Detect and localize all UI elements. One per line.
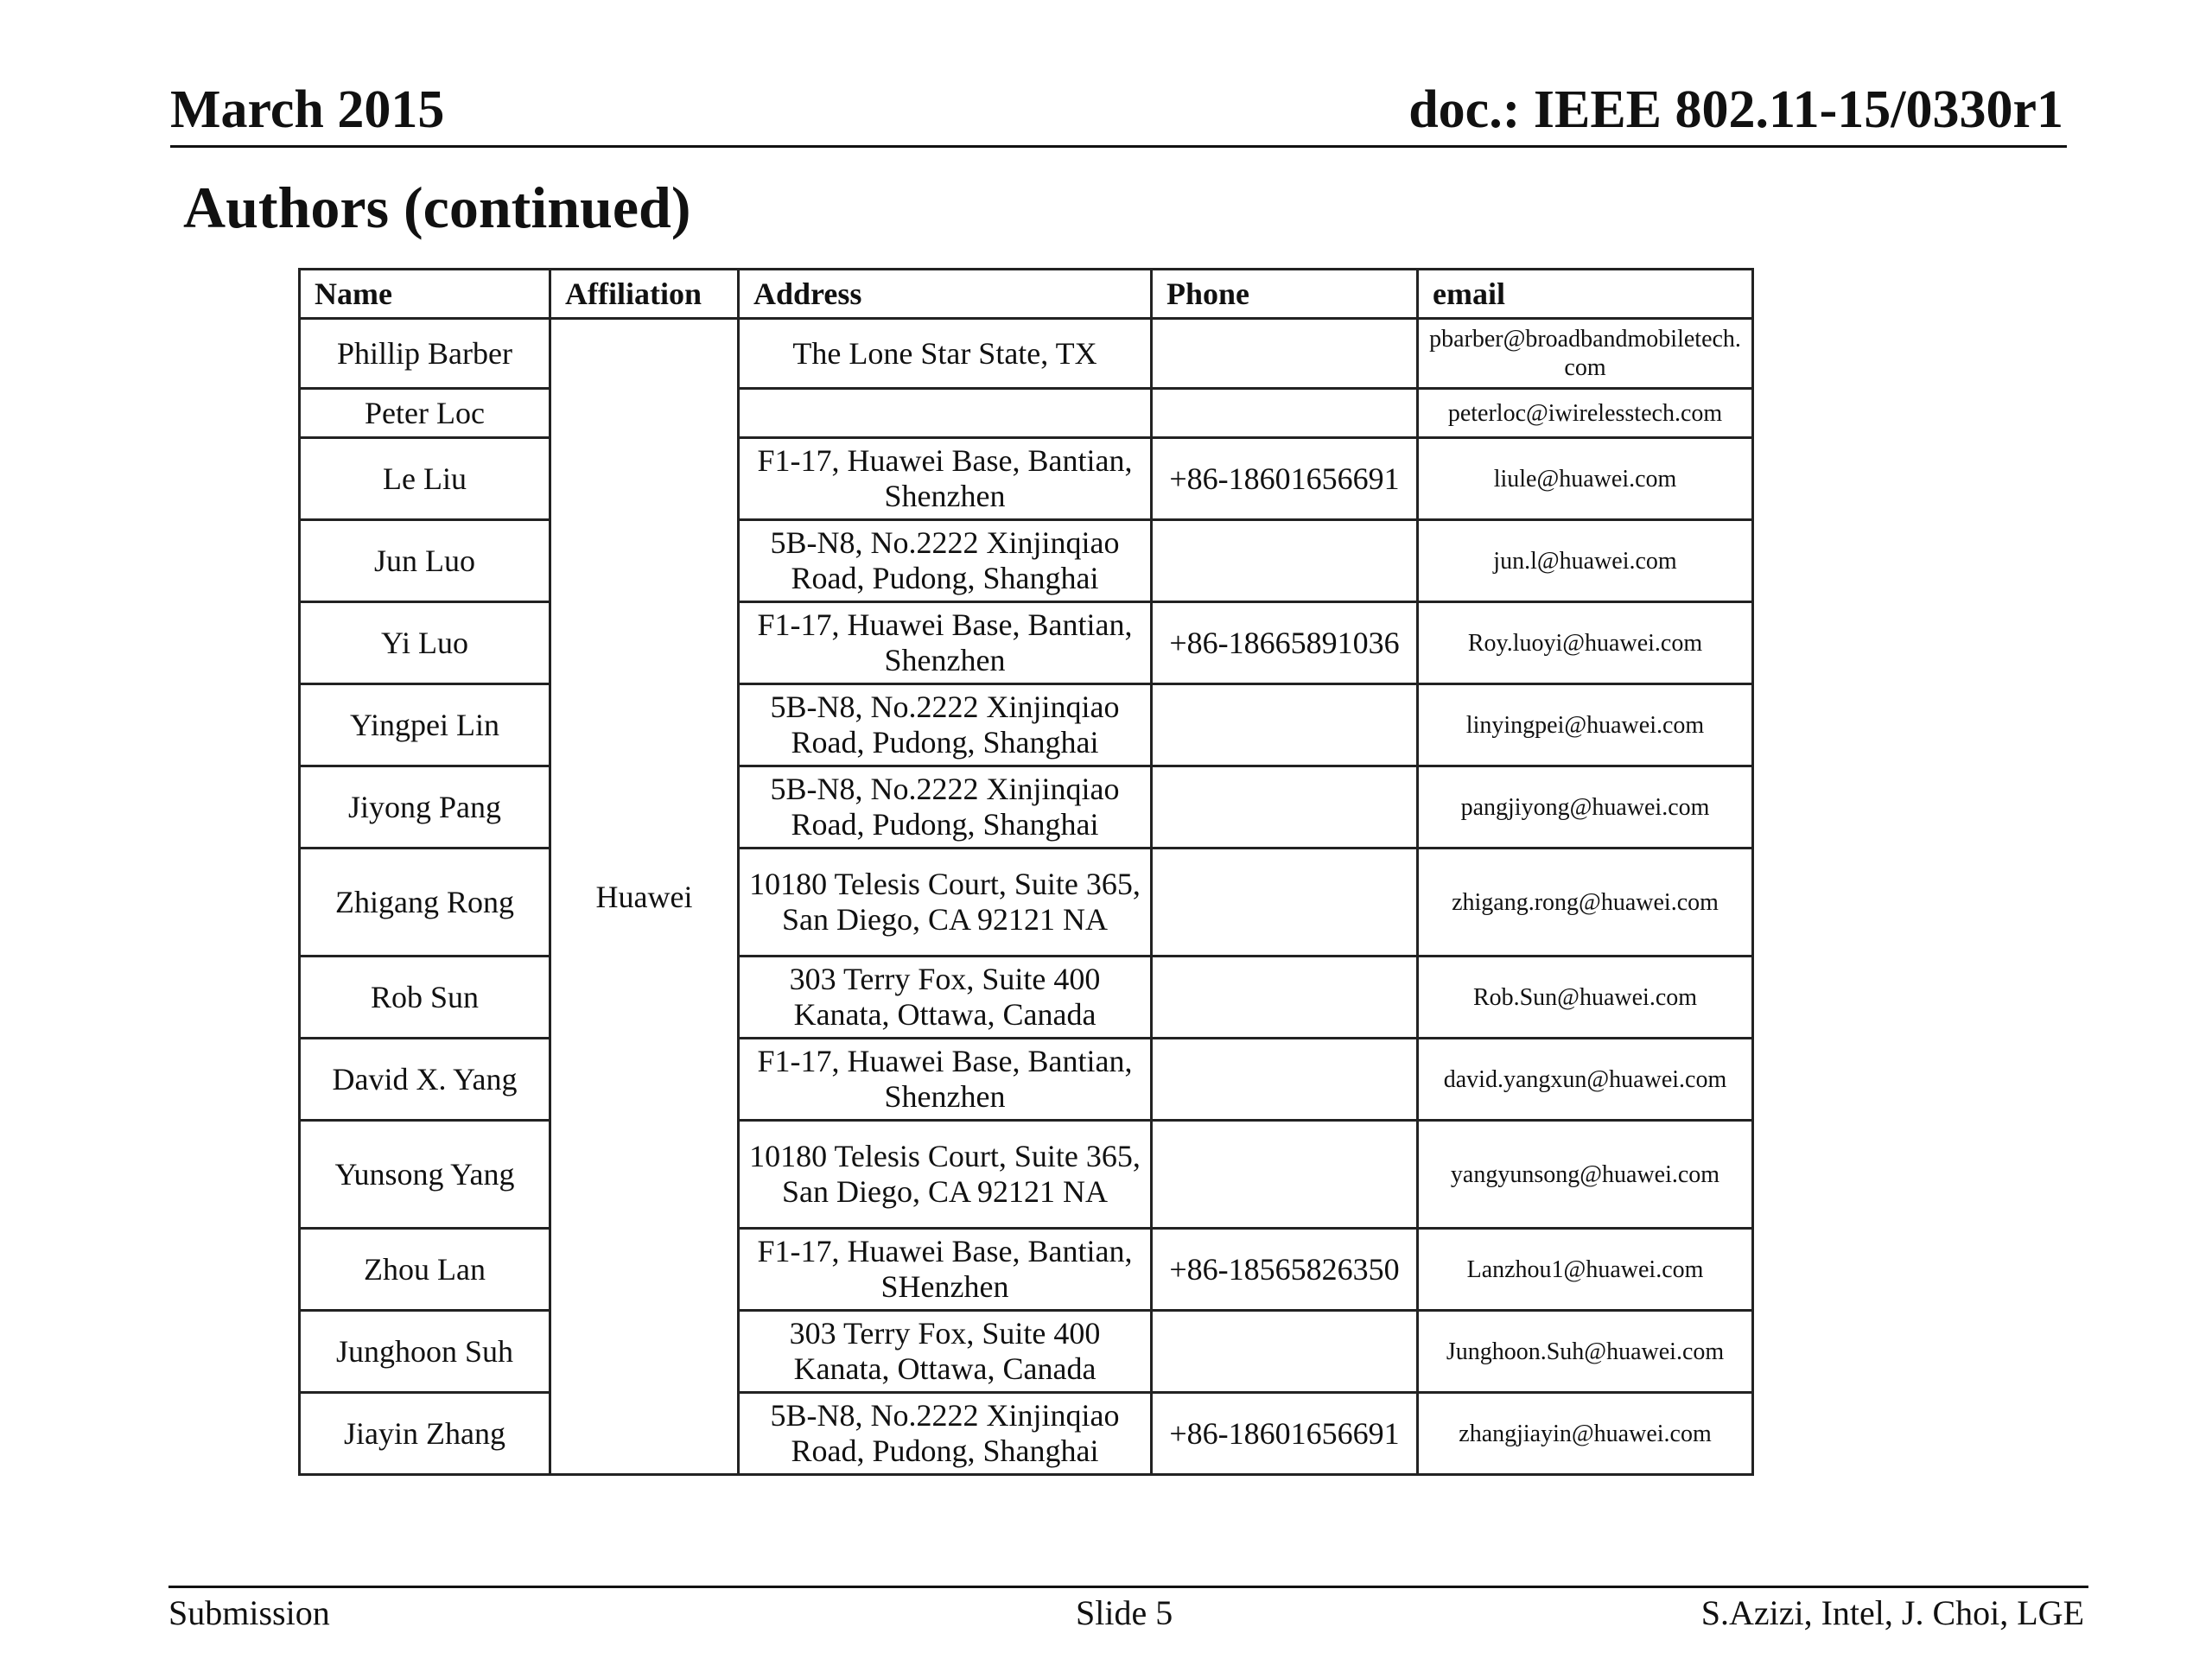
column-header-email: email (1418, 270, 1753, 319)
table-row (300, 1039, 1753, 1121)
author-phone (1152, 1311, 1418, 1393)
table-header-row (300, 270, 1753, 319)
author-email: jun.l@huawei.com (1418, 520, 1753, 602)
author-name: Yingpei Lin (300, 684, 550, 766)
author-name: Jiayin Zhang (300, 1393, 550, 1475)
author-address: 303 Terry Fox, Suite 400 Kanata, Ottawa, Canada (739, 957, 1152, 1039)
author-address: 5B-N8, No.2222 Xinjinqiao Road, Pudong, Shanghai (739, 1393, 1152, 1475)
author-address: F1-17, Huawei Base, Bantian, SHenzhen (739, 1229, 1152, 1311)
author-address: 10180 Telesis Court, Suite 365, San Diego, CA 92121 NA (739, 1121, 1152, 1229)
author-phone: +86-18601656691 (1152, 1393, 1418, 1475)
header-date: March 2015 (170, 80, 445, 139)
table-row (300, 1229, 1753, 1311)
author-phone: +86-18601656691 (1152, 438, 1418, 520)
author-phone (1152, 957, 1418, 1039)
author-address: 5B-N8, No.2222 Xinjinqiao Road, Pudong, Shanghai (739, 520, 1152, 602)
author-email: liule@huawei.com (1418, 438, 1753, 520)
author-email: Rob.Sun@huawei.com (1418, 957, 1753, 1039)
author-address: 303 Terry Fox, Suite 400 Kanata, Ottawa, Canada (739, 1311, 1152, 1393)
table-row (300, 1121, 1753, 1229)
author-phone: +86-18565826350 (1152, 1229, 1418, 1311)
author-email: pangjiyong@huawei.com (1418, 766, 1753, 849)
author-name: Jun Luo (300, 520, 550, 602)
author-address: 10180 Telesis Court, Suite 365, San Diego, CA 92121 NA (739, 849, 1152, 957)
author-email: Roy.luoyi@huawei.com (1418, 602, 1753, 684)
author-email: Junghoon.Suh@huawei.com (1418, 1311, 1753, 1393)
author-email: pbarber@broadbandmobiletech.com (1418, 319, 1753, 389)
header-doc-id: doc.: IEEE 802.11-15/0330r1 (1408, 80, 2063, 139)
author-phone (1152, 389, 1418, 438)
table-row (300, 1393, 1753, 1475)
page-title: Authors (continued) (183, 175, 691, 240)
author-name: Phillip Barber (300, 319, 550, 389)
authors-table (298, 268, 1754, 1476)
author-name: Le Liu (300, 438, 550, 520)
author-name: Peter Loc (300, 389, 550, 438)
author-email: zhangjiayin@huawei.com (1418, 1393, 1753, 1475)
author-phone (1152, 684, 1418, 766)
author-email: zhigang.rong@huawei.com (1418, 849, 1753, 957)
column-header-affiliation: Affiliation (550, 270, 739, 319)
affiliation-cell: Huawei (550, 319, 739, 1475)
author-name: David X. Yang (300, 1039, 550, 1121)
author-address: F1-17, Huawei Base, Bantian, Shenzhen (739, 602, 1152, 684)
author-name: Junghoon Suh (300, 1311, 550, 1393)
author-address: 5B-N8, No.2222 Xinjinqiao Road, Pudong, Shanghai (739, 684, 1152, 766)
footer-authors: S.Azizi, Intel, J. Choi, LGE (1700, 1593, 2084, 1632)
table-row (300, 849, 1753, 957)
table-row (300, 602, 1753, 684)
author-phone (1152, 319, 1418, 389)
author-email: david.yangxun@huawei.com (1418, 1039, 1753, 1121)
author-phone (1152, 766, 1418, 849)
author-address: The Lone Star State, TX (739, 319, 1152, 389)
author-email: Lanzhou1@huawei.com (1418, 1229, 1753, 1311)
author-phone (1152, 849, 1418, 957)
footer-slide-number: Slide 5 (1076, 1593, 1173, 1632)
author-name: Zhigang Rong (300, 849, 550, 957)
author-email: linyingpei@huawei.com (1418, 684, 1753, 766)
author-address (739, 389, 1152, 438)
table-row (300, 1311, 1753, 1393)
table-row (300, 520, 1753, 602)
author-phone: +86-18665891036 (1152, 602, 1418, 684)
column-header-phone: Phone (1152, 270, 1418, 319)
author-name: Yunsong Yang (300, 1121, 550, 1229)
header-divider (170, 145, 2067, 148)
table-row (300, 684, 1753, 766)
table-row (300, 319, 1753, 389)
column-header-name: Name (300, 270, 550, 319)
table-row (300, 389, 1753, 438)
author-phone (1152, 1039, 1418, 1121)
author-email: yangyunsong@huawei.com (1418, 1121, 1753, 1229)
author-name: Jiyong Pang (300, 766, 550, 849)
table-row (300, 766, 1753, 849)
author-phone (1152, 520, 1418, 602)
column-header-address: Address (739, 270, 1152, 319)
author-address: F1-17, Huawei Base, Bantian, Shenzhen (739, 1039, 1152, 1121)
footer-divider (168, 1586, 2088, 1588)
author-email: peterloc@iwirelesstech.com (1418, 389, 1753, 438)
table-row (300, 438, 1753, 520)
author-name: Yi Luo (300, 602, 550, 684)
author-name: Zhou Lan (300, 1229, 550, 1311)
author-address: F1-17, Huawei Base, Bantian, Shenzhen (739, 438, 1152, 520)
author-address: 5B-N8, No.2222 Xinjinqiao Road, Pudong, Shanghai (739, 766, 1152, 849)
footer-submission: Submission (168, 1593, 330, 1632)
author-phone (1152, 1121, 1418, 1229)
author-name: Rob Sun (300, 957, 550, 1039)
table-row (300, 957, 1753, 1039)
